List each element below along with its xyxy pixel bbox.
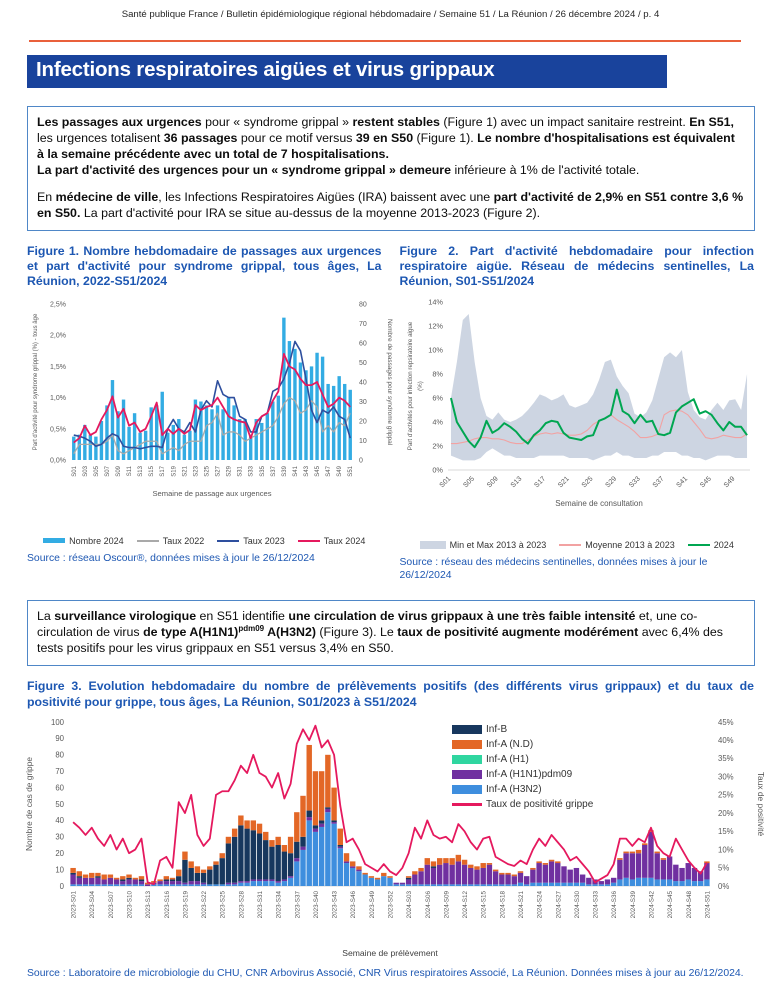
svg-text:S23: S23	[193, 465, 200, 477]
legend-label: Inf-A (H1)	[486, 754, 529, 766]
figure3-chart	[20, 714, 771, 965]
svg-text:70: 70	[55, 767, 64, 777]
svg-text:2024-S51: 2024-S51	[704, 891, 712, 919]
svg-text:1,5%: 1,5%	[50, 363, 66, 371]
legend-item-inf-b	[452, 724, 593, 735]
figure3-svg	[20, 714, 768, 960]
svg-text:S37: S37	[651, 475, 666, 490]
svg-text:40: 40	[55, 816, 64, 826]
svg-text:S03: S03	[82, 465, 89, 477]
band-swatch	[420, 541, 446, 549]
line-swatch	[688, 544, 710, 546]
legend-item-moyenne	[559, 540, 675, 550]
legend-label: Min et Max 2013 à 2023	[449, 539, 547, 550]
summary-paragraph-ville: En médecine de ville, les Infections Respiratoires Aigües (IRA) baissent avec une part d'activité de 2,9% en S51 contre 3,6 % en S50. La part d'activité pour IRA se situe au-dessus de la moyenne 2013-2023 (Figure 2).	[37, 189, 744, 220]
svg-text:2023-S22: 2023-S22	[201, 891, 209, 919]
figure1-legend	[27, 536, 382, 546]
line-swatch	[559, 544, 581, 546]
svg-text:2023-S28: 2023-S28	[238, 891, 246, 919]
legend-label: Inf-A (N.D)	[486, 739, 534, 751]
line-swatch	[452, 803, 482, 805]
section-title-banner	[27, 55, 667, 88]
svg-text:Part d'activités pour infecti: Part d'activités pour infection repsiratoire aigue	[406, 321, 414, 451]
svg-text:30: 30	[55, 832, 64, 842]
legend-label: Inf-B	[486, 724, 508, 736]
svg-text:S47: S47	[326, 465, 333, 477]
svg-text:30: 30	[359, 398, 367, 406]
bar-swatch	[43, 538, 65, 543]
svg-text:90: 90	[55, 734, 64, 744]
svg-text:60: 60	[55, 783, 64, 793]
legend-label: Taux 2022	[162, 535, 205, 546]
svg-text:35%: 35%	[718, 754, 734, 764]
figure2-svg	[400, 294, 758, 534]
svg-text:2023-S19: 2023-S19	[182, 891, 190, 919]
svg-text:Semaine de consultation: Semaine de consultation	[554, 498, 643, 508]
svg-text:2023-S10: 2023-S10	[126, 891, 134, 919]
svg-text:40%: 40%	[718, 736, 734, 746]
svg-text:S17: S17	[532, 475, 547, 490]
bar-swatch	[452, 785, 482, 794]
svg-text:1,0%: 1,0%	[50, 394, 66, 402]
svg-text:2023-S49: 2023-S49	[368, 891, 376, 919]
svg-text:2024-S27: 2024-S27	[555, 891, 563, 919]
legend-item-inf-a-h3n2	[452, 784, 593, 795]
svg-text:20: 20	[55, 849, 64, 859]
svg-text:0: 0	[59, 881, 64, 891]
svg-text:2023-S37: 2023-S37	[294, 891, 302, 919]
document-header: Santé publique France / Bulletin épidémiologique régional hébdomadaire / Semaine 51 / La Réunion / 26 décembre 2024 / p. 4	[121, 9, 660, 20]
svg-text:15%: 15%	[718, 827, 734, 837]
svg-text:2%: 2%	[431, 441, 443, 451]
figure1-svg	[27, 294, 395, 530]
svg-text:S49: S49	[337, 465, 344, 477]
svg-text:S15: S15	[149, 465, 156, 477]
svg-text:5%: 5%	[718, 863, 730, 873]
svg-text:S05: S05	[461, 475, 476, 490]
section-title: Infections respiratoires aigües et virus grippaux	[36, 58, 495, 81]
svg-text:S51: S51	[348, 465, 355, 477]
svg-text:0%: 0%	[431, 465, 443, 475]
svg-text:10: 10	[359, 437, 367, 445]
svg-text:S13: S13	[138, 465, 145, 477]
figure2-source: Source : réseau des médecins sentinelles, données mises à jour le 26/12/2024	[399, 556, 708, 581]
svg-text:60: 60	[359, 340, 367, 348]
legend-label: Nombre 2024	[69, 535, 124, 546]
legend-item-taux-2023	[217, 536, 285, 546]
svg-text:4%: 4%	[431, 417, 443, 427]
legend-label: Taux de positivité grippe	[486, 799, 594, 811]
legend-item-nombre-2024	[43, 536, 124, 546]
svg-text:S07: S07	[104, 465, 111, 477]
svg-text:S33: S33	[248, 465, 255, 477]
svg-text:Semaine de passage aux urgence: Semaine de passage aux urgences	[152, 488, 272, 498]
legend-label: Inf-A (H3N2)	[486, 784, 542, 796]
summary-box	[27, 106, 755, 231]
legend-item-taux-2024	[298, 536, 366, 546]
svg-text:50: 50	[55, 799, 64, 809]
legend-item-inf-a-h1	[452, 754, 593, 765]
svg-text:50: 50	[359, 359, 367, 367]
svg-text:2,5%: 2,5%	[50, 301, 66, 309]
svg-text:2023-S07: 2023-S07	[107, 891, 115, 919]
fig3-taux-line	[73, 726, 707, 885]
svg-text:S11: S11	[127, 465, 134, 477]
figure1-source: Source : réseau Oscour®, données mises à jour le 26/12/2024	[27, 552, 315, 564]
legend-item-inf-a-h1n1	[452, 769, 593, 780]
svg-text:S25: S25	[580, 475, 594, 490]
legend-item-taux-2022	[137, 536, 205, 546]
svg-text:(%): (%)	[416, 381, 424, 391]
svg-text:2024-S12: 2024-S12	[462, 891, 470, 919]
line-swatch	[137, 540, 159, 542]
svg-text:S21: S21	[182, 465, 189, 477]
figures-row	[27, 244, 754, 582]
svg-text:S17: S17	[160, 465, 167, 477]
svg-text:10%: 10%	[718, 845, 734, 855]
bar-swatch	[452, 740, 482, 749]
svg-text:0,0%: 0,0%	[50, 457, 66, 465]
svg-text:2023-S01: 2023-S01	[70, 891, 78, 919]
svg-text:2023-S52: 2023-S52	[387, 891, 395, 919]
svg-text:2023-S46: 2023-S46	[350, 891, 358, 919]
svg-text:S27: S27	[215, 465, 222, 477]
legend-label: Taux 2023	[243, 535, 285, 546]
svg-text:2024-S48: 2024-S48	[685, 891, 693, 919]
svg-text:10: 10	[55, 865, 64, 875]
svg-text:S05: S05	[93, 465, 100, 477]
bar-swatch	[452, 725, 482, 734]
svg-text:S01: S01	[438, 475, 452, 490]
svg-text:8%: 8%	[431, 369, 443, 379]
svg-text:S21: S21	[556, 475, 571, 490]
svg-text:100: 100	[50, 717, 64, 727]
svg-text:S43: S43	[304, 465, 310, 477]
svg-text:2024-S33: 2024-S33	[592, 891, 600, 919]
bar-swatch	[452, 755, 482, 764]
svg-text:2023-S31: 2023-S31	[257, 891, 265, 919]
legend-label: Inf-A (H1N1)pdm09	[486, 769, 573, 781]
svg-text:S25: S25	[204, 465, 211, 477]
virology-paragraph: La surveillance virologique en S51 identifie une circulation de virus grippaux à une très faible intensité et, une co-circulation de virus de type $A(H1N1)^{pdm09}$ A(H3N2) (Figure 3). Le taux de positivité augmente modérément avec 6,4% des tests positifs pour les virus grippaux en S51 versus 3,4% en S50.	[37, 608, 723, 656]
svg-text:20%: 20%	[718, 808, 734, 818]
figure1-column	[27, 243, 393, 582]
figure3-source: Source : Laboratoire de microbiologie du CHU, CNR Arbovirus Associé, CNR Virus respiratoires Associé, La Réunion. Données mises à jour au 26/12/2024.	[27, 968, 744, 980]
svg-text:2024-S03: 2024-S03	[406, 891, 414, 919]
svg-text:80: 80	[359, 301, 367, 309]
svg-text:45%: 45%	[718, 717, 734, 727]
svg-text:S29: S29	[603, 475, 618, 490]
figure2-chart	[400, 294, 755, 550]
svg-text:2023-S25: 2023-S25	[219, 891, 227, 919]
svg-text:S41: S41	[292, 465, 299, 477]
svg-text:2024-S15: 2024-S15	[480, 891, 488, 919]
svg-text:S45: S45	[315, 465, 322, 477]
svg-text:2023-S34: 2023-S34	[275, 891, 283, 919]
svg-text:S35: S35	[259, 465, 266, 477]
legend-item-2024	[688, 540, 734, 550]
legend-item-taux-positivite	[452, 799, 593, 810]
legend-label: Moyenne 2013 à 2023	[585, 539, 675, 550]
bar-swatch	[452, 770, 482, 779]
svg-text:40: 40	[359, 379, 367, 387]
figure2-legend	[400, 540, 755, 550]
svg-text:S37: S37	[270, 465, 277, 477]
svg-text:14%: 14%	[427, 297, 443, 307]
legend-label: 2024	[713, 539, 734, 550]
svg-text:2024-S45: 2024-S45	[667, 891, 675, 919]
figure2-caption: Figure 2. Part d'activité hebdomadaire pour infection respiratoire aigüe. Réseau de médecins sentinelles, La Réunion, S01-S51/2024	[399, 243, 754, 289]
svg-text:S09: S09	[116, 465, 122, 477]
svg-text:S01: S01	[71, 465, 78, 477]
svg-text:Semaine de prélèvement: Semaine de prélèvement	[342, 948, 438, 959]
svg-text:10%: 10%	[427, 345, 443, 355]
figure1-chart	[27, 294, 393, 546]
svg-text:S41: S41	[674, 475, 689, 490]
svg-text:2023-S43: 2023-S43	[331, 891, 339, 919]
svg-text:80: 80	[55, 750, 64, 760]
svg-text:S13: S13	[509, 475, 523, 490]
svg-text:0%: 0%	[718, 881, 730, 891]
svg-text:S39: S39	[281, 465, 288, 477]
svg-text:2023-S13: 2023-S13	[145, 891, 153, 919]
svg-text:2024-S18: 2024-S18	[499, 891, 507, 919]
svg-text:6%: 6%	[431, 393, 443, 403]
line-swatch	[217, 540, 239, 542]
svg-text:25%: 25%	[718, 790, 734, 800]
svg-text:0,5%: 0,5%	[50, 426, 66, 434]
svg-text:S09: S09	[485, 475, 500, 490]
svg-text:Nombre de passages pour syndro: Nombre de passages pour syndrome grippal	[386, 318, 393, 445]
virology-box	[27, 600, 755, 667]
svg-text:20: 20	[359, 418, 367, 426]
svg-text:2023-S40: 2023-S40	[312, 891, 320, 919]
svg-text:2024-S42: 2024-S42	[648, 891, 656, 919]
svg-text:0: 0	[359, 457, 363, 465]
divider-rule	[29, 40, 741, 42]
svg-text:12%: 12%	[427, 321, 443, 331]
svg-text:2023-S04: 2023-S04	[89, 891, 97, 919]
figure2-column	[400, 244, 755, 582]
figure1-caption: Figure 1. Nombre hebdomadaire de passages aux urgences et part d'activité pour syndrome grippal, tous âges, La Réunion, 2022-S51/2024	[27, 243, 382, 289]
svg-text:2024-S09: 2024-S09	[443, 891, 451, 919]
svg-text:Part d'activité pour syndrome: Part d'activité pour syndrome grippal (%) - tous âge	[33, 313, 39, 451]
figure3-caption: Figure 3. Evolution hebdomadaire du nombre de prélèvements positifs (des différents virus grippaux) et du taux de positivité pour grippe, tous âges, La Réunion, S01/2023 à S51/2024	[27, 679, 754, 709]
svg-text:S19: S19	[171, 465, 178, 477]
svg-text:S29: S29	[226, 465, 233, 477]
svg-text:2024-S39: 2024-S39	[629, 891, 637, 919]
legend-item-inf-a-nd	[452, 739, 593, 750]
legend-label: Taux 2024	[323, 535, 366, 546]
summary-paragraph-urgences: Les passages aux urgences pour « syndrome grippal » restent stables (Figure 1) avec un impact sanitaire restreint. En S51, les urgences totalisent 36 passages pour ce motif versus 39 en S50 (Figure 1). Le nombre d'hospitalisations est équivalent à la semaine précédente avec un total de 7 hospitalisations. La part d'activité des urgences pour un « syndrome grippal » demeure inférieure à 1% de l'activité totale.	[37, 115, 735, 178]
svg-text:2024-S06: 2024-S06	[424, 891, 432, 919]
svg-text:S49: S49	[722, 475, 737, 490]
svg-text:2024-S24: 2024-S24	[536, 891, 544, 919]
svg-text:Nombre de cas de grippe: Nombre de cas de grippe	[24, 757, 34, 852]
svg-text:S33: S33	[627, 475, 642, 490]
figure3-legend	[452, 724, 593, 810]
svg-text:2024-S36: 2024-S36	[611, 891, 619, 919]
svg-text:2,0%: 2,0%	[50, 332, 66, 340]
svg-text:Taux de positivité: Taux de positivité	[756, 771, 766, 837]
svg-text:30%: 30%	[718, 772, 734, 782]
legend-item-minmax	[420, 540, 547, 550]
svg-text:70: 70	[359, 320, 367, 328]
svg-text:2024-S21: 2024-S21	[517, 891, 525, 919]
svg-text:2024-S30: 2024-S30	[573, 891, 581, 919]
svg-text:S31: S31	[237, 465, 244, 477]
svg-text:2023-S16: 2023-S16	[163, 891, 171, 919]
line-swatch	[298, 540, 320, 542]
svg-text:S45: S45	[698, 475, 713, 490]
